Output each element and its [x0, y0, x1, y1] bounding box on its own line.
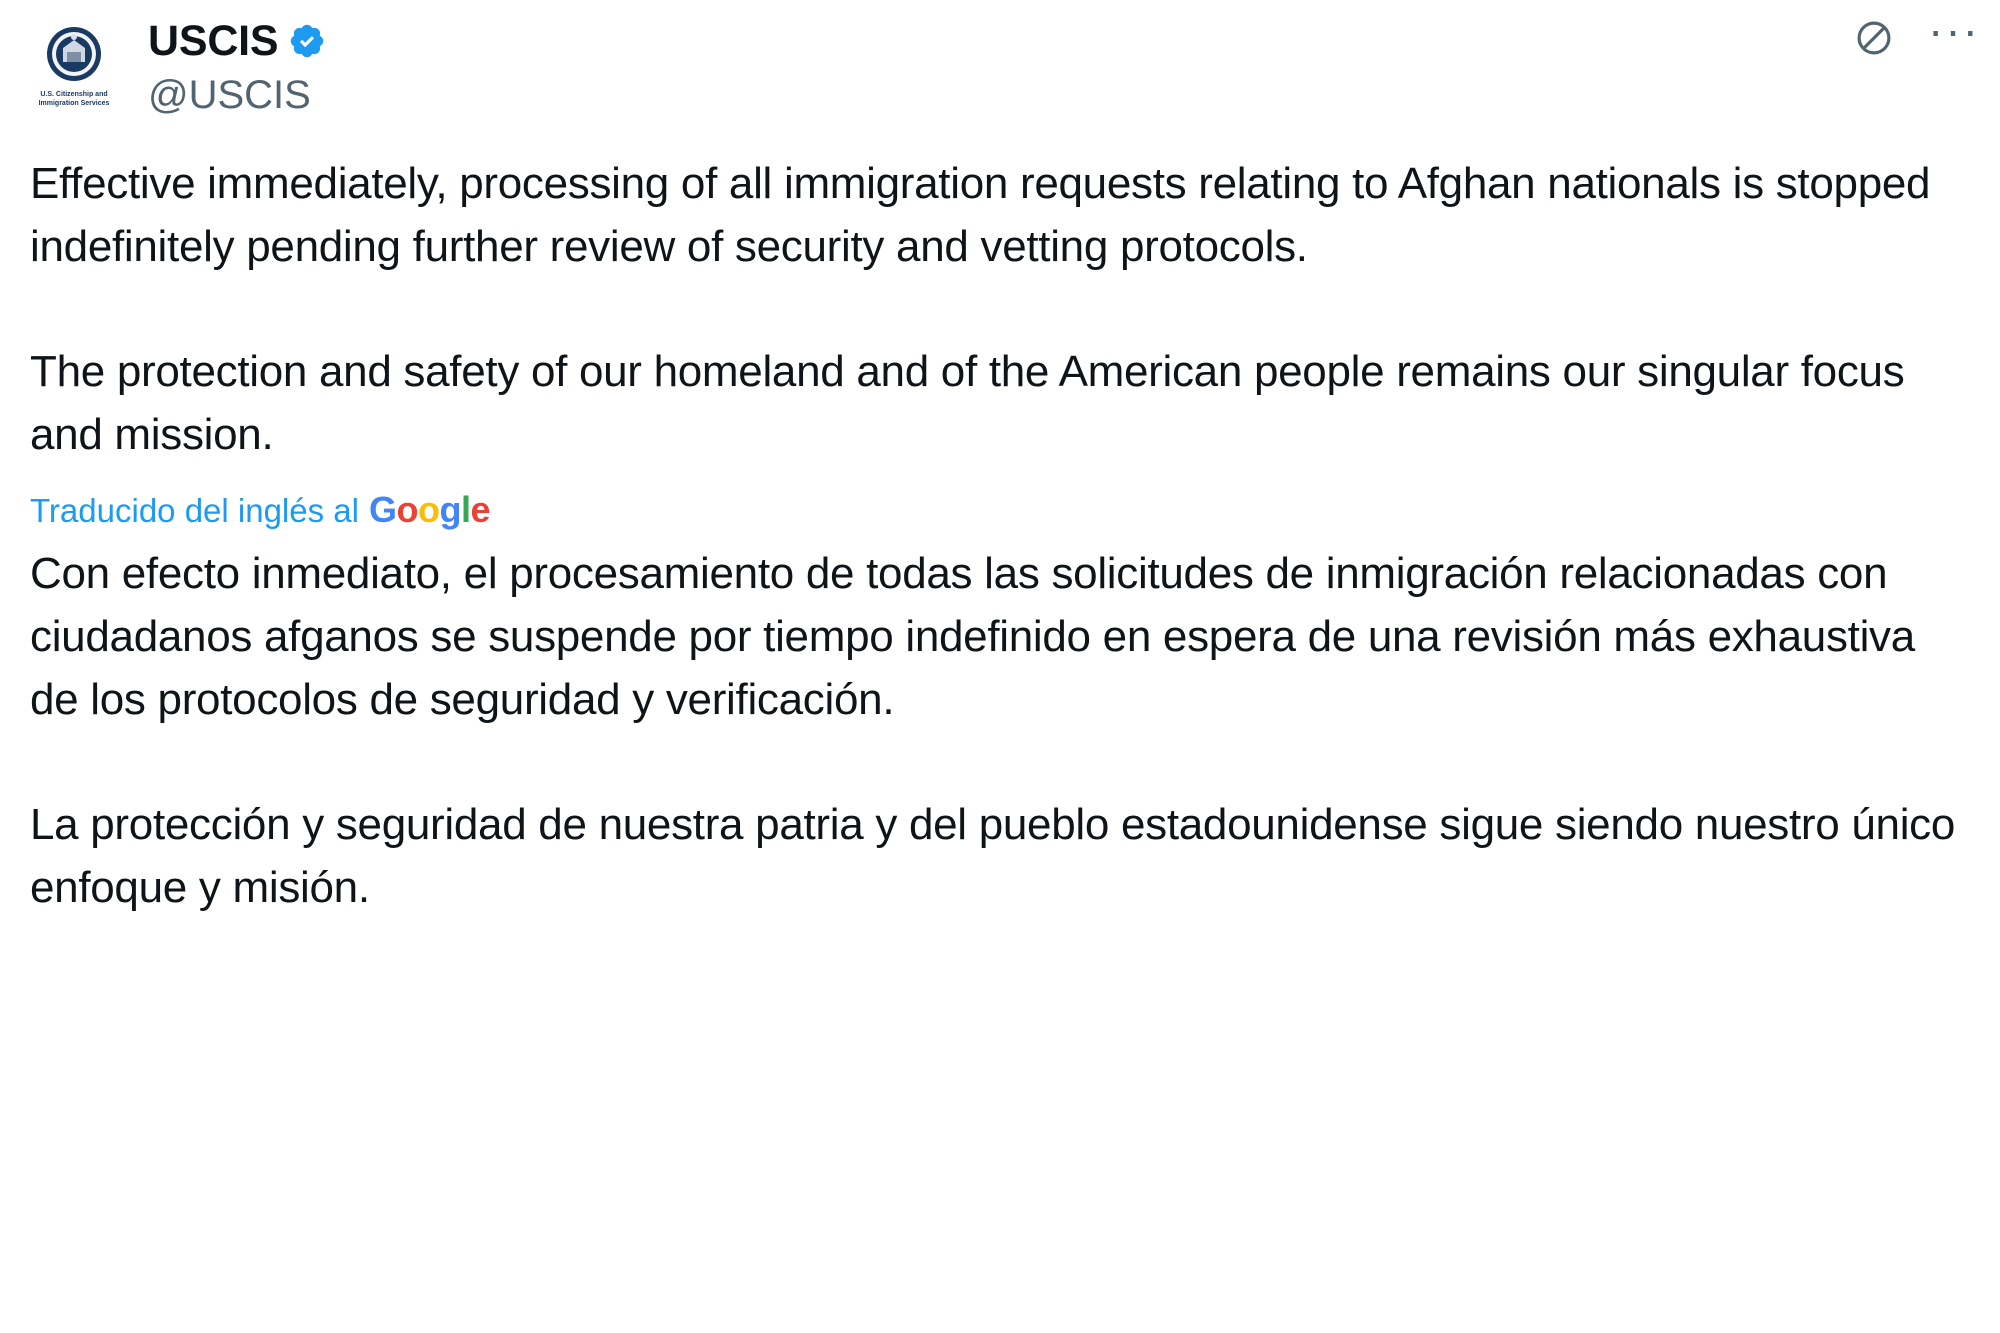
header-actions — [1852, 4, 1980, 60]
translation-attribution[interactable] — [30, 489, 1970, 530]
more-options-icon[interactable] — [1928, 4, 1980, 60]
verified-badge-icon — [288, 22, 326, 60]
tweet-body — [0, 152, 2000, 919]
name-row — [148, 18, 326, 64]
account-handle[interactable]: @USCIS — [148, 73, 311, 118]
translated-paragraph-1: Con efecto inmediato, el procesamiento de todas las solicitudes de inmigración relacionadas con ciudadanos afganos se suspende por tiempo indefinido en espera de una revisión más exhaustiva de los protocolos de seguridad y verificación. — [30, 549, 1915, 724]
display-name[interactable]: USCIS — [148, 17, 279, 65]
post-paragraph-2: The protection and safety of our homeland and of the American people remains our singular focus and mission. — [30, 347, 1917, 459]
post-paragraph-1: Effective immediately, processing of all immigration requests relating to Afghan nationals is stopped indefinitely pending further review of security and vetting protocols. — [30, 159, 1943, 271]
account-name-block — [148, 14, 326, 120]
translated-paragraph-2: La protección y seguridad de nuestra patria y del pueblo estadounidense sigue siendo nuestro único enfoque y misión. — [30, 800, 1956, 912]
avatar[interactable] — [22, 16, 126, 120]
svg-text:Immigration Services: Immigration Services — [38, 100, 110, 107]
more-options-dots: ··· — [1928, 4, 1980, 56]
tweet-header — [0, 0, 2000, 130]
google-logo-icon: G o o g l e — [368, 489, 491, 530]
translated-from-label[interactable]: Traducido del inglés al — [30, 491, 359, 529]
svg-text:U.S. Citizenship and: U.S. Citizenship and — [40, 91, 108, 98]
uscis-seal-icon — [22, 16, 126, 120]
grok-icon[interactable] — [1852, 16, 1896, 60]
